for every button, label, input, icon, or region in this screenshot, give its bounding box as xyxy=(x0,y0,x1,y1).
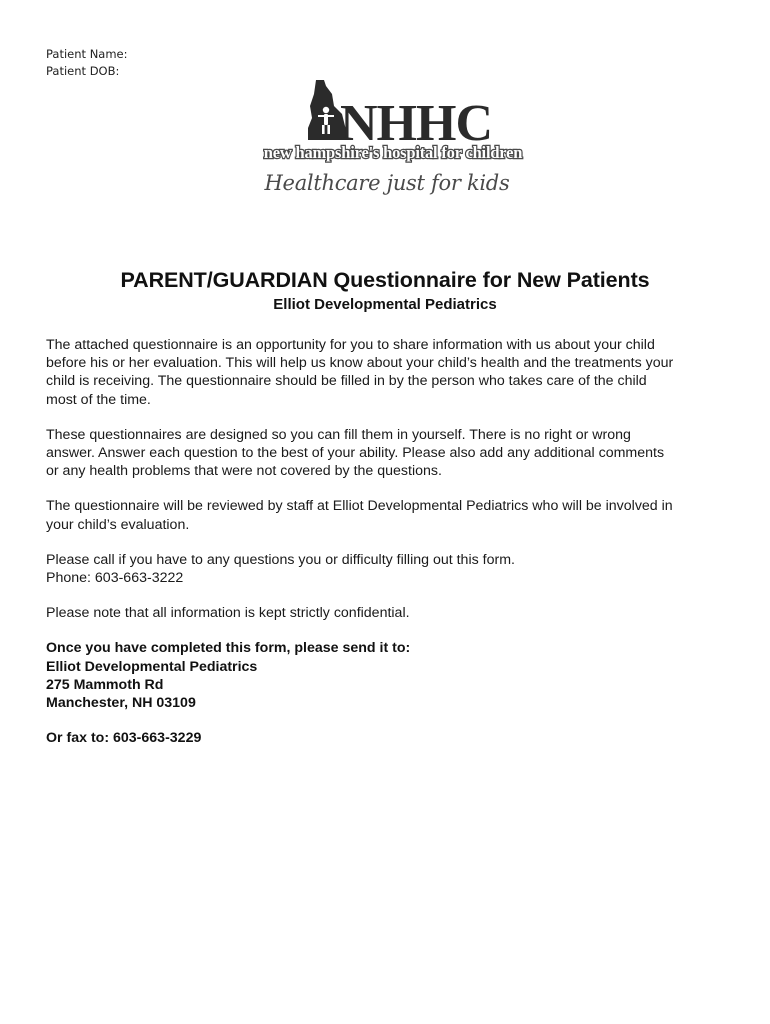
instructions-line: or any health problems that were not covered by the questions. xyxy=(46,463,442,480)
send-to-city: Manchester, NH 03109 xyxy=(46,695,196,712)
review-line: your child’s evaluation. xyxy=(46,516,190,533)
page-subtitle: Elliot Developmental Pediatrics xyxy=(273,296,497,313)
review-line: The questionnaire will be reviewed by staff at Elliot Developmental Pediatrics who will be involved in xyxy=(46,498,673,515)
intro-line: most of the time. xyxy=(46,391,151,408)
instructions-paragraph xyxy=(46,426,726,481)
send-to-heading: Once you have completed this form, please send it to: xyxy=(46,640,411,657)
logo-tagline: Healthcare just for kids xyxy=(264,171,510,195)
document-body xyxy=(46,336,726,764)
contact-phone-line: Phone: 603-663-3222 xyxy=(46,570,184,587)
page-title: PARENT/GUARDIAN Questionnaire for New Patients xyxy=(120,268,650,292)
fax-paragraph xyxy=(46,729,726,747)
contact-call-line: Please call if you have to any questions you or difficulty filling out this form. xyxy=(46,551,515,568)
nhhc-logo xyxy=(250,72,540,202)
intro-paragraph xyxy=(46,336,726,409)
patient-name-label: Patient Name: xyxy=(46,47,128,61)
fax-line: Or fax to: 603-663-3229 xyxy=(46,730,202,747)
review-paragraph xyxy=(46,497,726,533)
contact-paragraph xyxy=(46,551,726,587)
patient-dob-label: Patient DOB: xyxy=(46,64,120,78)
send-to-org: Elliot Developmental Pediatrics xyxy=(46,658,258,675)
logo-acronym: NHHC xyxy=(340,95,492,152)
send-to-paragraph xyxy=(46,639,726,712)
instructions-line: These questionnaires are designed so you can fill them in yourself. There is no right or wrong xyxy=(46,426,631,443)
intro-line: child is receiving. The questionnaire should be filled in by the person who takes care of the child xyxy=(46,373,647,390)
confidential-paragraph xyxy=(46,604,726,622)
intro-line: before his or her evaluation. This will help us know about your child’s health and the treatments your xyxy=(46,355,674,372)
patient-info xyxy=(46,46,128,80)
send-to-street: 275 Mammoth Rd xyxy=(46,676,164,693)
intro-line: The attached questionnaire is an opportunity for you to share information with us about your child xyxy=(46,337,655,353)
confidential-line: Please note that all information is kept strictly confidential. xyxy=(46,605,410,622)
logo-full-name: new hampshire's hospital for children xyxy=(263,143,523,162)
instructions-line: answer. Answer each question to the best of your ability. Please also add any additional comments xyxy=(46,445,665,462)
